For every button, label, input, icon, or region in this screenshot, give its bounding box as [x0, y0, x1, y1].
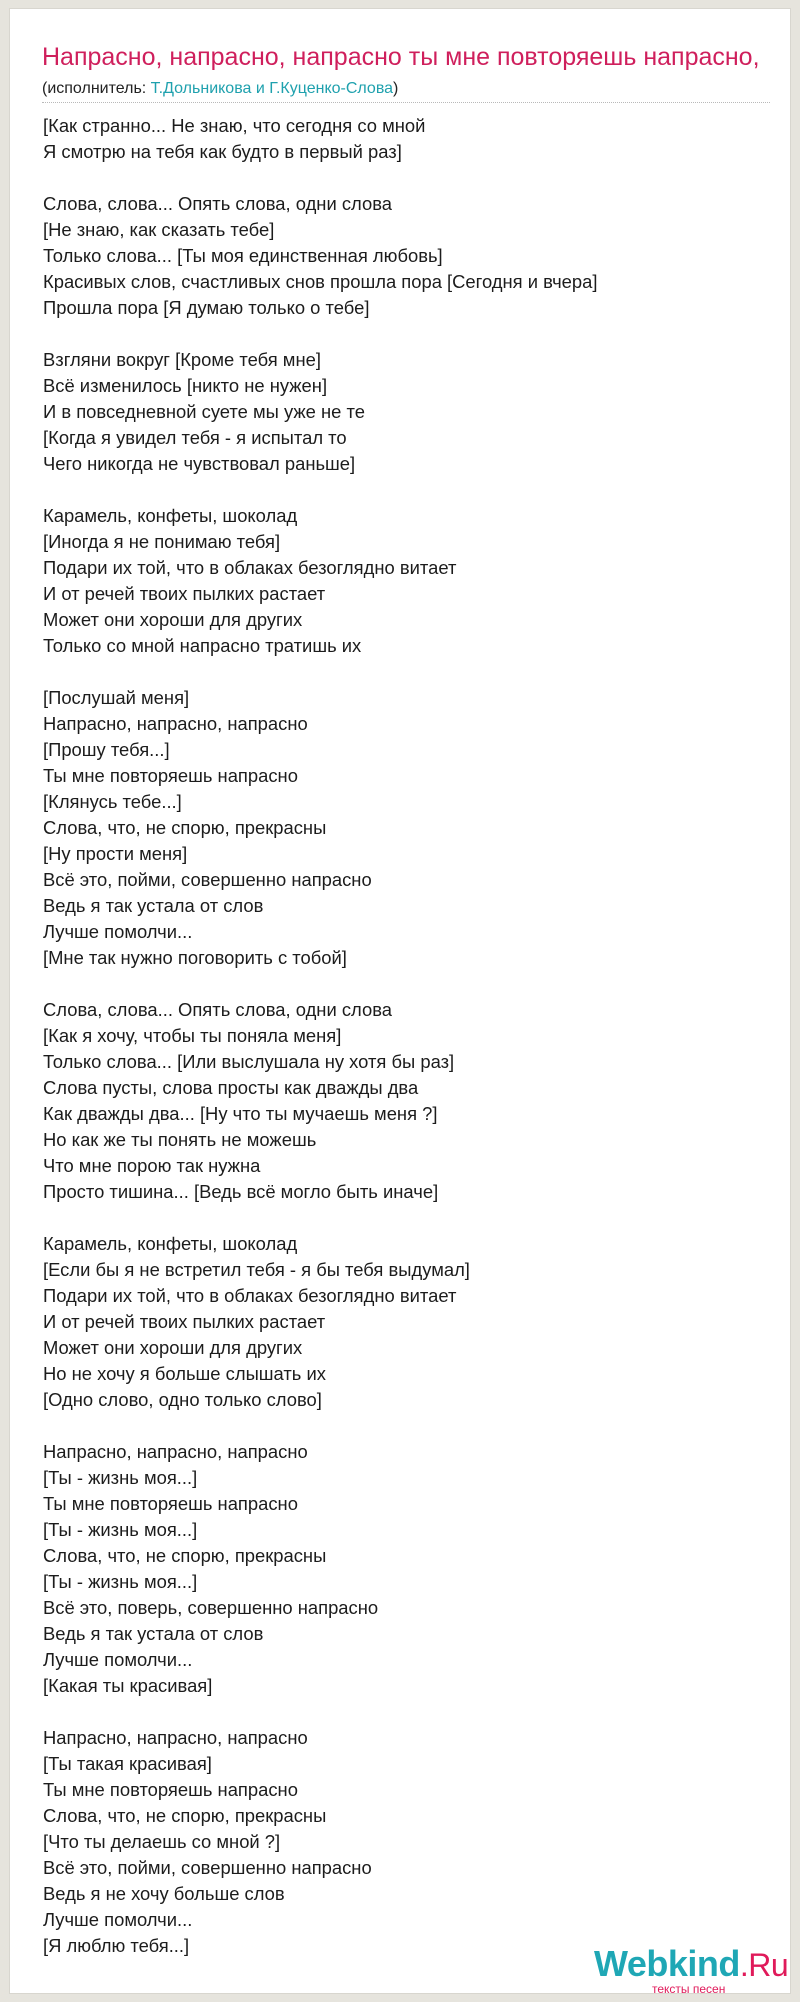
lyric-line: И в повседневной суете мы уже не те [43, 401, 365, 422]
logo-part-webkind: Webkind [594, 1943, 740, 1984]
artist-link[interactable]: Т.Дольникова и Г.Куценко-Слова [150, 80, 394, 97]
lyric-line: Всё изменилось [никто не нужен] [43, 375, 328, 396]
lyric-line: Но не хочу я больше слышать их [43, 1363, 326, 1384]
logo-tagline: тексты песен [652, 1982, 726, 1996]
stanza-gap [43, 477, 763, 503]
lyric-line: [Какая ты красивая] [43, 1675, 213, 1696]
stanza-gap [43, 659, 763, 685]
lyric-line: И от речей твоих пылких растает [43, 1311, 326, 1332]
lyric-line: Слова пусты, слова просты как дважды два [43, 1077, 419, 1098]
logo-part-ru: .Ru [739, 1947, 789, 1983]
lyric-line: Ведь я так устала от слов [43, 1623, 264, 1644]
lyric-line: Напрасно, напрасно, напрасно [43, 713, 308, 734]
lyric-line: Ведь я не хочу больше слов [43, 1883, 285, 1904]
lyric-line: Напрасно, напрасно, напрасно [43, 1727, 308, 1748]
lyric-line: [Что ты делаешь со мной ?] [43, 1831, 281, 1852]
lyric-line: Всё это, пойми, совершенно напрасно [43, 869, 372, 890]
lyric-line: [Как странно... Не знаю, что сегодня со мной [43, 115, 426, 136]
stanza-gap [43, 1699, 763, 1725]
lyric-line: Что мне порою так нужна [43, 1155, 261, 1176]
lyric-line: Может они хороши для других [43, 609, 303, 630]
stanza-gap [43, 1413, 763, 1439]
lyric-line: Слова, что, не спорю, прекрасны [43, 1545, 327, 1566]
stanza-gap [43, 1205, 763, 1231]
song-title: Напрасно, напрасно, напрасно ты мне повторяешь напрасно, [42, 43, 760, 71]
stanza-gap [43, 321, 763, 347]
lyrics-block [43, 113, 763, 1959]
lyric-line: Подари их той, что в облаках безоглядно витает [43, 557, 457, 578]
artist-suffix: ) [393, 80, 399, 97]
artist-prefix: (исполнитель: [42, 80, 151, 97]
lyric-line: [Прошу тебя...] [43, 739, 170, 760]
lyric-line: [Ты - жизнь моя...] [43, 1467, 198, 1488]
lyric-line: [Одно слово, одно только слово] [43, 1389, 322, 1410]
lyric-line: [Ты - жизнь моя...] [43, 1519, 198, 1540]
lyric-line: Всё это, поверь, совершенно напрасно [43, 1597, 379, 1618]
lyric-line: [Клянусь тебе...] [43, 791, 182, 812]
lyric-line: Может они хороши для других [43, 1337, 303, 1358]
lyric-line: [Ты такая красивая] [43, 1753, 212, 1774]
lyric-line: [Иногда я не понимаю тебя] [43, 531, 281, 552]
lyric-line: Чего никогда не чувствовал раньше] [43, 453, 356, 474]
lyric-line: Лучше помолчи... [43, 1909, 193, 1930]
lyric-line: [Не знаю, как сказать тебе] [43, 219, 275, 240]
lyric-line: [Я люблю тебя...] [43, 1935, 190, 1956]
lyric-line: Карамель, конфеты, шоколад [43, 505, 298, 526]
header-divider [42, 102, 770, 103]
lyric-line: Просто тишина... [Ведь всё могло быть иначе] [43, 1181, 439, 1202]
logo-wordmark [594, 1944, 788, 1985]
lyric-line: Взгляни вокруг [Кроме тебя мне] [43, 349, 321, 370]
lyric-line: Я смотрю на тебя как будто в первый раз] [43, 141, 402, 162]
lyric-line: Слова, слова... Опять слова, одни слова [43, 999, 392, 1020]
lyric-line: [Как я хочу, чтобы ты поняла меня] [43, 1025, 342, 1046]
lyric-line: [Послушай меня] [43, 687, 190, 708]
lyric-line: Лучше помолчи... [43, 921, 193, 942]
artist-line [42, 80, 398, 98]
lyric-line: Слова, что, не спорю, прекрасны [43, 817, 327, 838]
lyric-line: Только со мной напрасно тратишь их [43, 635, 362, 656]
lyric-line: [Если бы я не встретил тебя - я бы тебя выдумал] [43, 1259, 470, 1280]
lyric-line: Но как же ты понять не можешь [43, 1129, 317, 1150]
lyric-line: Всё это, пойми, совершенно напрасно [43, 1857, 372, 1878]
lyric-line: Только слова... [Ты моя единственная любовь] [43, 245, 443, 266]
lyric-line: Слова, слова... Опять слова, одни слова [43, 193, 392, 214]
lyric-line: Слова, что, не спорю, прекрасны [43, 1805, 327, 1826]
lyric-line: Карамель, конфеты, шоколад [43, 1233, 298, 1254]
lyric-line: Ведь я так устала от слов [43, 895, 264, 916]
lyric-line: Лучше помолчи... [43, 1649, 193, 1670]
lyric-line: Красивых слов, счастливых снов прошла пора [Сегодня и вчера] [43, 271, 598, 292]
lyric-line: [Ты - жизнь моя...] [43, 1571, 198, 1592]
page-card [9, 8, 791, 1994]
lyric-line: Подари их той, что в облаках безоглядно витает [43, 1285, 457, 1306]
lyric-line: [Мне так нужно поговорить с тобой] [43, 947, 347, 968]
lyric-line: Напрасно, напрасно, напрасно [43, 1441, 308, 1462]
lyric-line: Прошла пора [Я думаю только о тебе] [43, 297, 370, 318]
lyric-line: Ты мне повторяешь напрасно [43, 1779, 298, 1800]
webkind-logo[interactable] [594, 1943, 789, 1996]
lyric-line: Только слова... [Или выслушала ну хотя бы раз] [43, 1051, 455, 1072]
lyric-line: Ты мне повторяешь напрасно [43, 765, 298, 786]
lyric-line: Ты мне повторяешь напрасно [43, 1493, 298, 1514]
stanza-gap [43, 165, 763, 191]
stanza-gap [43, 971, 763, 997]
lyric-line: И от речей твоих пылких растает [43, 583, 326, 604]
lyric-line: [Когда я увидел тебя - я испытал то [43, 427, 347, 448]
lyric-line: Как дважды два... [Ну что ты мучаешь меня ?] [43, 1103, 438, 1124]
lyric-line: [Ну прости меня] [43, 843, 188, 864]
